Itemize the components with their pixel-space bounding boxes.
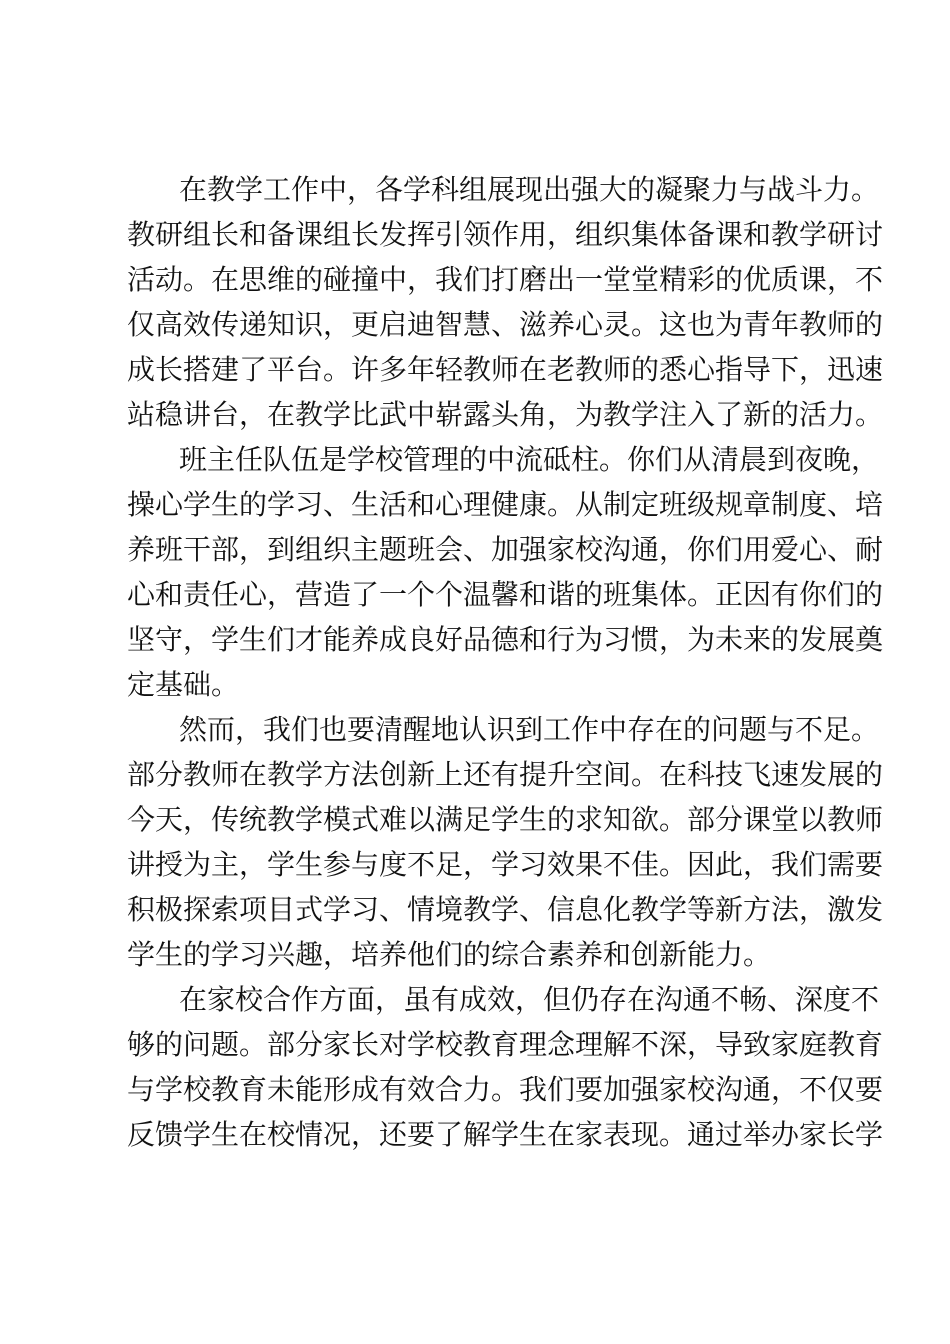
- text-line: 反馈学生在校情况，还要了解学生在家表现。通过举办家长学: [127, 1118, 884, 1151]
- text-line: 活动。在思维的碰撞中，我们打磨出一堂堂精彩的优质课，不: [127, 263, 884, 296]
- text-line: 班主任队伍是学校管理的中流砥柱。你们从清晨到夜晚，: [179, 443, 880, 476]
- paragraph-class-teachers: [127, 437, 884, 707]
- text-line: 够的问题。部分家长对学校教育理念理解不深，导致家庭教育: [127, 1028, 884, 1061]
- document-body: [127, 167, 884, 1157]
- text-line: 然而，我们也要清醒地认识到工作中存在的问题与不足。: [179, 713, 880, 746]
- text-line: 操心学生的学习、生活和心理健康。从制定班级规章制度、培: [127, 488, 884, 521]
- text-line: 在教学工作中，各学科组展现出强大的凝聚力与战斗力。: [179, 173, 880, 206]
- text-line: 讲授为主，学生参与度不足，学习效果不佳。因此，我们需要: [127, 848, 884, 881]
- text-line: 定基础。: [127, 668, 240, 701]
- text-line: 学生的学习兴趣，培养他们的综合素养和创新能力。: [127, 938, 772, 971]
- text-line: 养班干部，到组织主题班会、加强家校沟通，你们用爱心、耐: [127, 533, 884, 566]
- text-line: 今天，传统教学模式难以满足学生的求知欲。部分课堂以教师: [127, 803, 884, 836]
- text-line: 教研组长和备课组长发挥引领作用，组织集体备课和教学研讨: [127, 218, 884, 251]
- text-line: 在家校合作方面，虽有成效，但仍存在沟通不畅、深度不: [179, 983, 880, 1016]
- text-line: 坚守，学生们才能养成良好品德和行为习惯，为未来的发展奠: [127, 623, 884, 656]
- paragraph-teaching-work: [127, 167, 884, 437]
- text-line: 仅高效传递知识，更启迪智慧、滋养心灵。这也为青年教师的: [127, 308, 884, 341]
- paragraph-home-school: [127, 977, 884, 1157]
- text-line: 积极探索项目式学习、情境教学、信息化教学等新方法，激发: [127, 893, 884, 926]
- text-line: 心和责任心，营造了一个个温馨和谐的班集体。正因有你们的: [127, 578, 884, 611]
- text-line: 与学校教育未能形成有效合力。我们要加强家校沟通，不仅要: [127, 1073, 884, 1106]
- text-line: 站稳讲台，在教学比武中崭露头角，为教学注入了新的活力。: [127, 398, 884, 431]
- paragraph-problems: [127, 707, 884, 977]
- text-line: 成长搭建了平台。许多年轻教师在老教师的悉心指导下，迅速: [127, 353, 884, 386]
- text-line: 部分教师在教学方法创新上还有提升空间。在科技飞速发展的: [127, 758, 884, 791]
